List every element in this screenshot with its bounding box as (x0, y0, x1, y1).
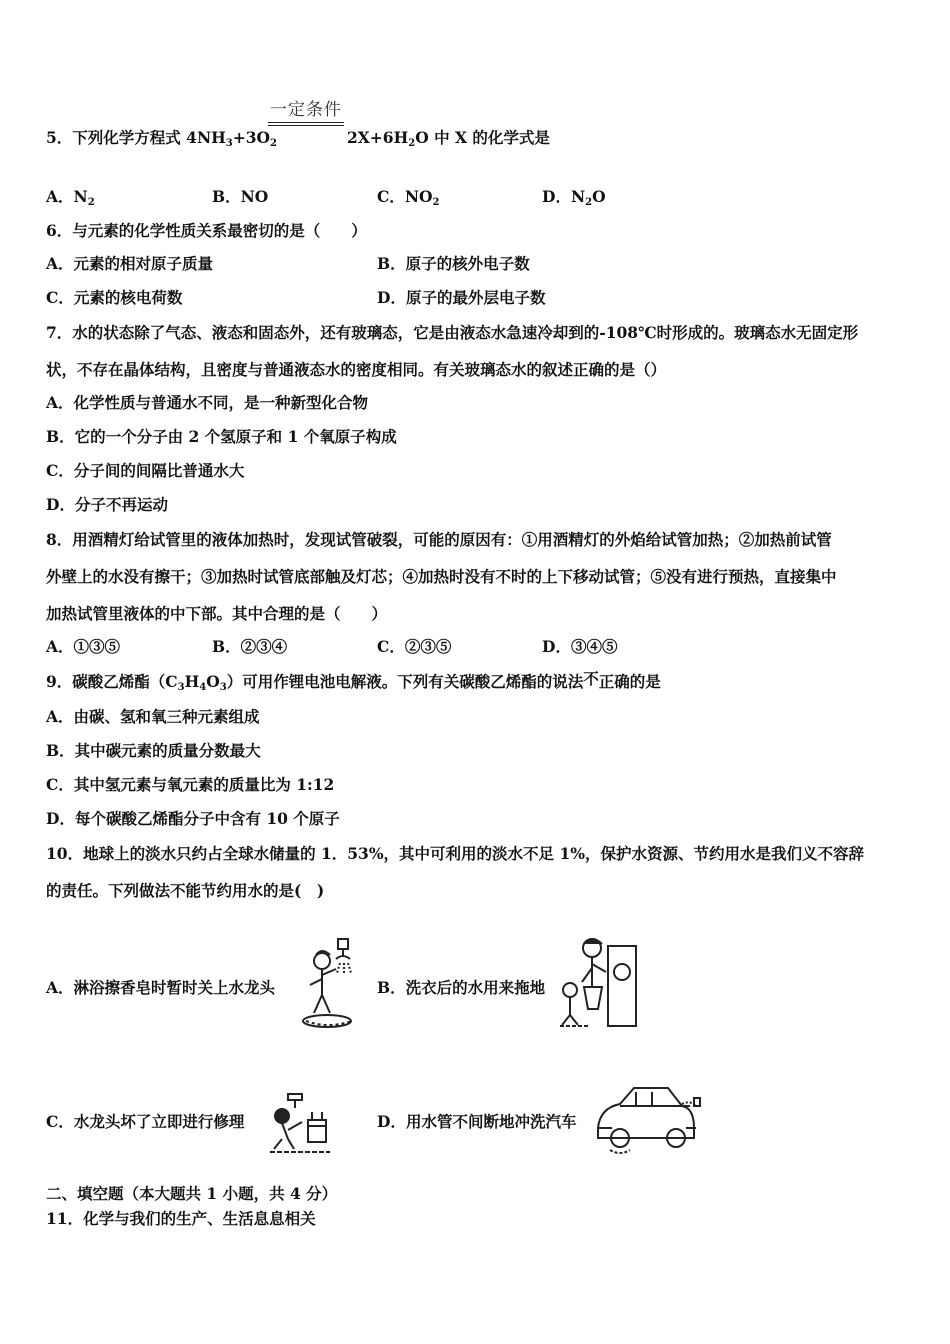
q7-stem-line-2: 状，不存在晶体结构，且密度与普通液态水的密度相同。有关玻璃态水的叙述正确的是（） (46, 360, 667, 379)
q7-option-b[interactable]: B．它的一个分子由 2 个氢原子和 1 个氧原子构成 (46, 427, 397, 446)
q10-stem-line-2: 的责任。下列做法不能节约用水的是( ) (46, 881, 325, 900)
q10-option-a[interactable]: A．淋浴擦香皂时暂时关上水龙头 (46, 978, 276, 997)
q8-stem-line-1: 8．用酒精灯给试管里的液体加热时，发现试管破裂，可能的原因有：①用酒精灯的外焰给试管加热；②加热前试管 (46, 530, 832, 549)
q6-option-b[interactable]: B．原子的核外电子数 (377, 254, 530, 273)
q6-option-c[interactable]: C．元素的核电荷数 (46, 288, 183, 307)
q5-option-b[interactable]: B．NO (212, 187, 269, 206)
q9-option-c[interactable]: C．其中氢元素与氧元素的质量比为 1:12 (46, 775, 335, 794)
q11-stem: 11．化学与我们的生产、生活息息相关 (46, 1209, 316, 1228)
q8-stem-line-2: 外壁上的水没有擦干；③加热时试管底部触及灯芯；④加热时没有不时的上下移动试管；⑤没有进行预热，直接集中 (46, 567, 837, 586)
q9-stem: 9．碳酸乙烯酯$(C_3H_4O_3)$可用作锂电池电解液。下列有关碳酸乙烯酯的说法不正确的是 (46, 669, 661, 693)
section-2-heading: 二、填空题（本大题共 1 小题，共 4 分） (46, 1184, 338, 1203)
shower-soap-illustration (296, 935, 358, 1031)
q7-option-c[interactable]: C．分子间的间隔比普通水大 (46, 461, 245, 480)
q7-option-a[interactable]: A．化学性质与普通水不同，是一种新型化合物 (46, 393, 369, 412)
q10-stem-line-1: 10．地球上的淡水只约占全球水储量的 1．53%，其中可利用的淡水不足 1%，保护水资源、节约用水是我们义不容辞 (46, 844, 864, 863)
q8-stem-line-3: 加热试管里液体的中下部。其中合理的是（ ） (46, 604, 388, 623)
car-washing-illustration (590, 1078, 704, 1158)
equation-bar (268, 122, 344, 126)
condition-text: 一定条件 (270, 100, 342, 120)
q6-option-a[interactable]: A．元素的相对原子质量 (46, 254, 214, 273)
q9-option-d[interactable]: D．每个碳酸乙烯酯分子中含有 10 个原子 (46, 809, 340, 828)
q7-stem-line-1: 7．水的状态除了气态、液态和固态外，还有玻璃态，它是由液态水急速冷却到的-108℃时形成的。玻璃态水无固定形 (46, 323, 859, 342)
q8-option-d[interactable]: D．③④⑤ (542, 637, 618, 656)
q10-option-b[interactable]: B．洗衣后的水用来拖地 (377, 978, 546, 997)
faucet-repair-illustration (268, 1086, 334, 1156)
q9-option-b[interactable]: B．其中碳元素的质量分数最大 (46, 741, 261, 760)
q8-option-c[interactable]: C．②③⑤ (377, 637, 452, 656)
laundry-mop-illustration (556, 932, 644, 1032)
q9-option-a[interactable]: A．由碳、氢和氧三种元素组成 (46, 707, 260, 726)
q8-option-a[interactable]: A．①③⑤ (46, 637, 121, 656)
q5-stem: 5．下列化学方程式 $4NH_3+3O_2$ (46, 128, 277, 149)
q10-option-c[interactable]: C．水龙头坏了立即进行修理 (46, 1112, 245, 1131)
q8-option-b[interactable]: B．②③④ (212, 637, 288, 656)
q7-option-d[interactable]: D．分子不再运动 (46, 495, 168, 514)
reaction-condition (268, 100, 344, 126)
q5-option-d[interactable]: D．$N_2O$ (542, 187, 606, 208)
q10-option-d[interactable]: D．用水管不间断地冲洗汽车 (377, 1112, 577, 1131)
q5-stem-tail: $2X+6H_2O$ 中 X 的化学式是 (347, 128, 550, 149)
q6-stem: 6．与元素的化学性质关系最密切的是（ ） (46, 221, 367, 240)
q5-option-a[interactable]: A．$N_2$ (46, 187, 95, 208)
q6-option-d[interactable]: D．原子的最外层电子数 (377, 288, 546, 307)
q5-option-c[interactable]: C．$NO_2$ (377, 187, 440, 208)
